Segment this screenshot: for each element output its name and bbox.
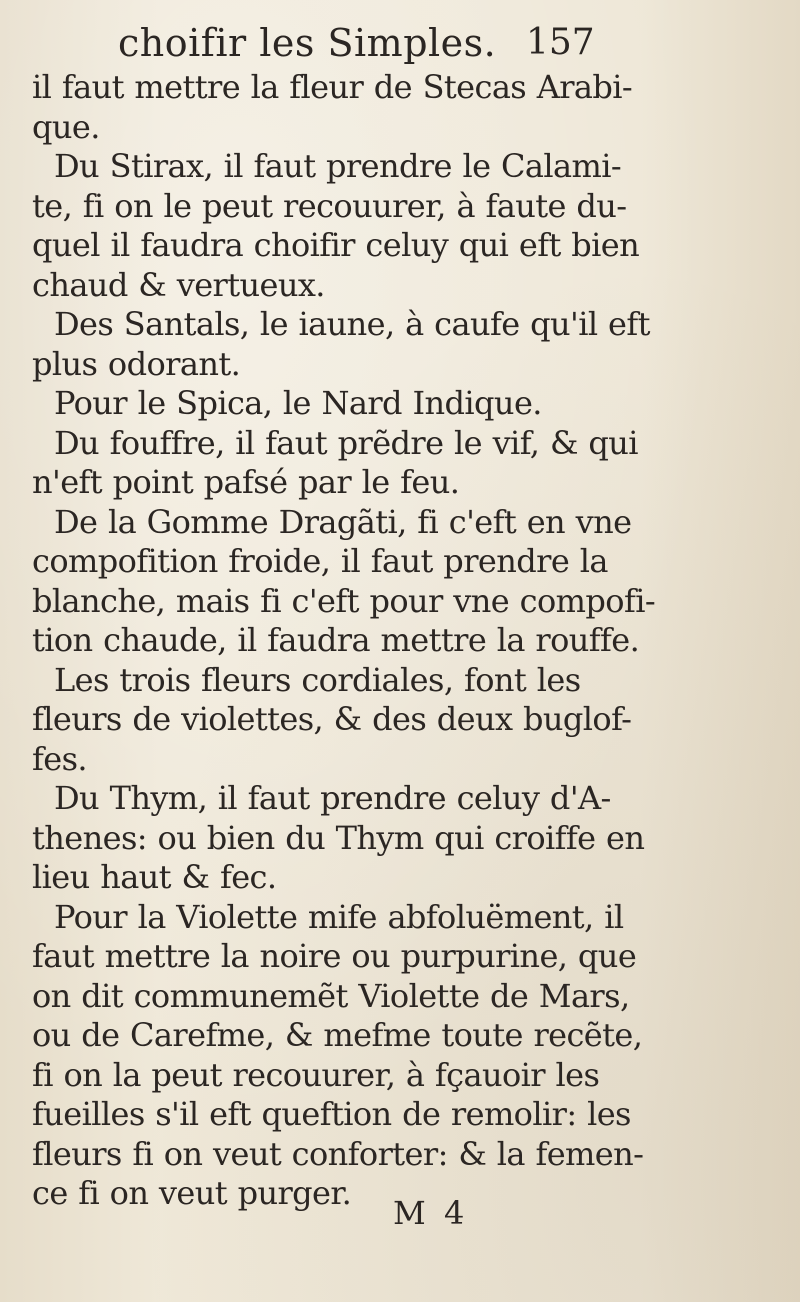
text-line: ce fi on veut purger. (32, 1174, 352, 1212)
text-line: Pour le Spica, le Nard Indique. (54, 384, 542, 422)
text-line: ou de Carefme, & mefme toute recẽte, (32, 1016, 643, 1054)
text-line: on dit communemẽt Violette de Mars, (32, 976, 630, 1015)
text-line: lieu haut & fec. (32, 858, 277, 896)
text-line: te, fi on le peut recouurer, à faute du- (32, 186, 627, 225)
running-title: choifir les Simples. (118, 21, 497, 65)
text-line: il faut mettre la fleur de Stecas Arabi- (32, 68, 633, 106)
text-line: tion chaude, il faudra mettre la rouffe. (32, 621, 640, 659)
text-line: Les trois fleurs cordiales, font les (54, 660, 581, 699)
text-line: fleurs de violettes, & des deux buglof- (32, 700, 632, 738)
text-line: n'eft point pafsé par le feu. (32, 463, 460, 501)
text-line: Du fouffre, il faut prẽdre le vif, & qui (54, 423, 638, 462)
text-line: quel il faudra choifir celuy qui eft bien (32, 226, 640, 264)
text-line: Pour la Violette mife abfoluëment, il (54, 897, 624, 936)
text-line: chaud & vertueux. (32, 265, 325, 304)
page-number: 157 (526, 22, 595, 63)
text-line: compofition froide, il faut prendre la (32, 542, 608, 580)
text-line: blanche, mais fi c'eft pour vne compofi- (32, 581, 656, 620)
text-line: faut mettre la noire ou purpurine, que (32, 937, 637, 975)
text-line: que. (32, 107, 100, 146)
text-line: fes. (32, 739, 87, 778)
text-line: Du Stirax, il faut prendre le Calami- (54, 147, 622, 185)
text-line: fueilles s'il eft queftion de remolir: les (32, 1095, 631, 1133)
text-line: Des Santals, le iaune, à caufe qu'il eft (54, 305, 650, 343)
text-line: fleurs fi on veut conforter: & la femen- (32, 1134, 644, 1173)
body-text (32, 68, 656, 1214)
text-line: De la Gomme Dragãti, fi c'eft en vne (54, 502, 632, 541)
signature-mark: M 4 (393, 1194, 465, 1232)
text-line: thenes: ou bien du Thym qui croiffe en (32, 818, 645, 857)
text-line: fi on la peut recouurer, à fçauoir les (32, 1055, 600, 1094)
page-header (0, 18, 800, 68)
text-line: Du Thym, il faut prendre celuy d'A- (54, 779, 611, 817)
text-line: plus odorant. (32, 344, 241, 383)
